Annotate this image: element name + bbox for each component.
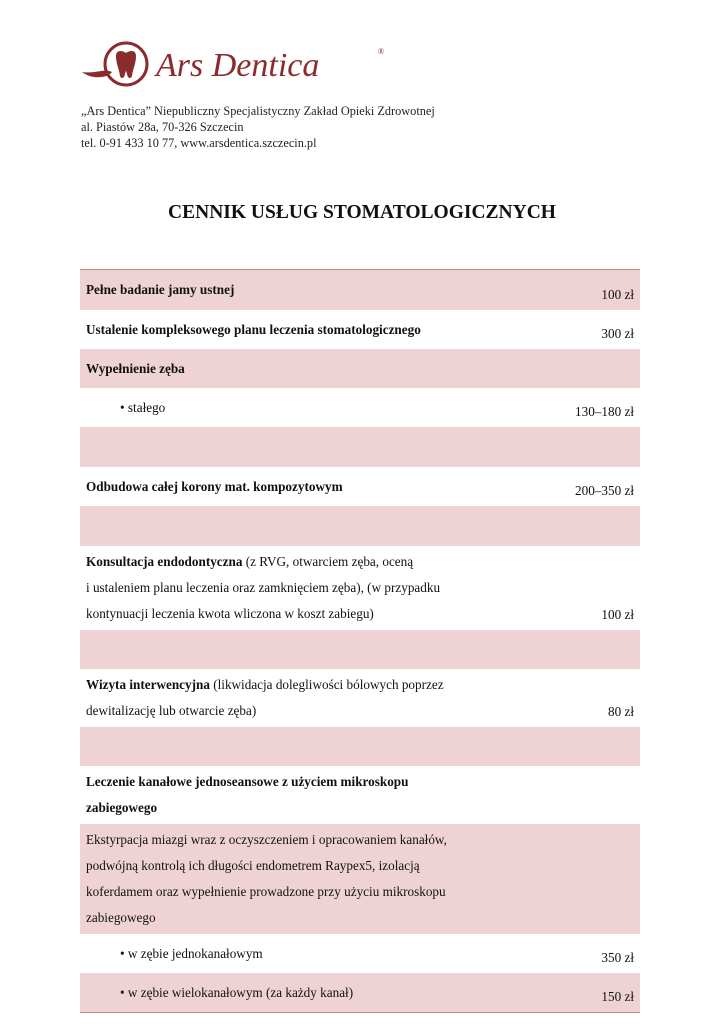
table-row [80, 349, 640, 388]
service-name: Ustalenie kompleksowego planu leczenia stomatologicznego [86, 321, 421, 337]
address-line-contact: tel. 0-91 433 10 77, www.arsdentica.szczecin.pl [81, 136, 317, 150]
table-row [80, 310, 640, 349]
tooth-icon [105, 43, 147, 85]
table-row-spacer [80, 727, 640, 766]
table-row [80, 270, 640, 311]
service-price: 130–180 zł [575, 404, 634, 419]
page-title: CENNIK USŁUG STOMATOLOGICZNYCH [168, 202, 556, 223]
table-row [80, 824, 640, 934]
service-name: Odbudowa całej korony mat. kompozytowym [86, 478, 343, 494]
table-row-spacer [80, 506, 640, 546]
service-name: Leczenie kanałowe jednoseansowe z użyciem mikroskopu zabiegowego [86, 774, 409, 815]
table-row [80, 546, 640, 630]
service-name: Konsultacja endodontyczna (z RVG, otwarciem zęba, oceną i ustaleniem planu leczenia oraz zamknięciem zęba), (w przypadku kontynuacji leczenia kwota wliczona w koszt zabiegu) [86, 554, 441, 621]
table-row [80, 766, 640, 824]
clinic-address [81, 103, 435, 151]
brand-logo [78, 38, 398, 90]
service-price: 200–350 zł [575, 483, 634, 498]
service-price: 100 zł [601, 607, 634, 622]
service-price: 100 zł [538, 270, 640, 311]
table-row [80, 934, 640, 973]
price-table [80, 269, 640, 1013]
service-name: Wizyta interwencyjna (likwidacja dolegliwości bólowych poprzez dewitalizację lub otwarcie zęba) [86, 677, 444, 718]
service-name: Pełne badanie jamy ustnej [80, 270, 538, 311]
address-line-street: al. Piastów 28a, 70-326 Szczecin [81, 120, 244, 134]
logo-text: Ars Dentica [156, 47, 320, 84]
service-price [538, 349, 640, 388]
service-price [538, 766, 640, 824]
table-row [80, 973, 640, 1013]
service-subitem: • w zębie wielokanałowym (za każdy kanał) [80, 973, 538, 1013]
table-row-spacer [80, 427, 640, 467]
service-subitem: • stałego [120, 399, 166, 415]
service-description: Ekstyrpacja miazgi wraz z oczyszczeniem i opracowaniem kanałów, podwójną kontrolą ich długości endometrem Raypex5, izolacją koferdamem oraz wypełnienie prowadzone przy użyciu mikroskopu zabiegowego [80, 824, 538, 934]
table-row [80, 388, 640, 427]
table-row [80, 669, 640, 727]
service-price: 150 zł [538, 973, 640, 1013]
address-line-name: „Ars Dentica” Niepubliczny Specjalistyczny Zakład Opieki Zdrowotnej [81, 104, 435, 118]
service-price [538, 824, 640, 934]
service-price: 350 zł [601, 950, 634, 965]
registered-mark: ® [378, 47, 385, 56]
table-row-spacer [80, 630, 640, 669]
service-price: 80 zł [607, 704, 634, 719]
service-subitem: • w zębie jednokanałowym [120, 945, 263, 961]
table-row [80, 467, 640, 506]
service-price: 300 zł [601, 326, 634, 341]
service-name: Wypełnienie zęba [80, 349, 538, 388]
